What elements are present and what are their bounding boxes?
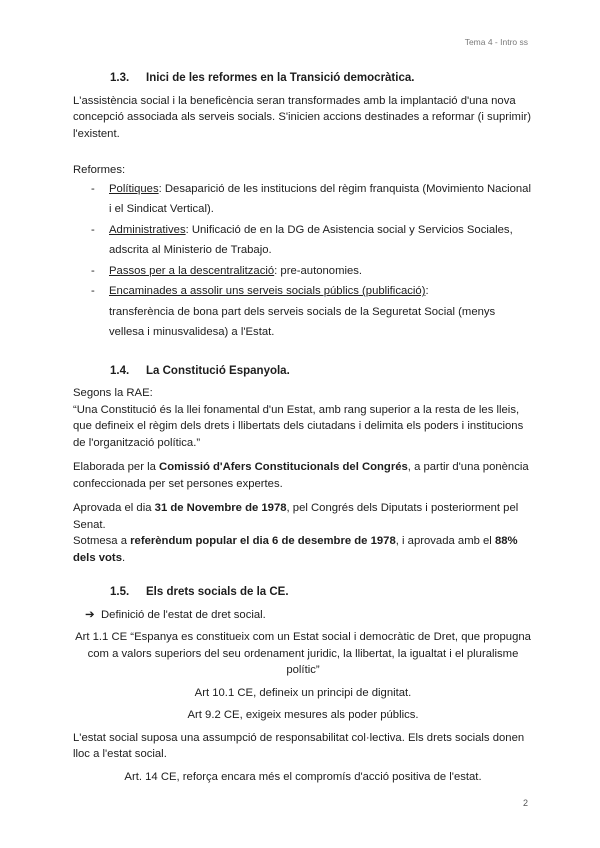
item-text: : Unificació de en la DG de Asistencia social y Servicios Sociales, adscrita al Ministerio de Trabajo. (109, 223, 513, 256)
text-run: , a partir d'una ponència confeccionada per set persones expertes. (73, 461, 529, 490)
item-label: Polítiques (109, 182, 159, 195)
list-item (91, 281, 533, 343)
text-run: , i aprovada amb el (395, 535, 495, 547)
estat-social-paragraph: L'estat social suposa una assumpció de responsabilitat col·lectiva. Els drets socials donen lloc a l'estat social. (73, 731, 525, 760)
art-1-1-quote: Art 1.1 CE “Espanya es constitueix com un Estat social i democràtic de Dret, que propugna com a valors superiors del seu ordenament juridic, la llibertat, la igualtat i el pluralisme polític” (75, 631, 531, 676)
bold-run: referèndum popular el dia 6 de desembre de 1978 (130, 535, 396, 547)
page-number: 2 (522, 798, 528, 808)
rae-label: Segons la RAE: (73, 387, 153, 399)
arrow-list-item (73, 607, 533, 624)
arrow-right-icon: ➔ (85, 608, 95, 621)
section-number: 1.4. (110, 364, 130, 377)
item-text: : pre-autonomies. (274, 264, 363, 277)
item-text: : Desaparició de les institucions del règim franquista (Movimiento Nacional i el Sindicat Vertical). (109, 182, 531, 215)
art-9-2: Art 9.2 CE, exigeix mesures als poder públics. (187, 709, 419, 721)
aprovada-paragraph (73, 500, 533, 533)
section-title: Inici de les reformes en la Transició democràtica. (146, 72, 415, 84)
section-1-4-heading (73, 363, 533, 380)
page-content (73, 70, 533, 785)
text-run: . (121, 551, 126, 564)
item-label: Passos per a la descentralització (109, 264, 275, 277)
section-title: Els drets socials de la CE. (146, 586, 289, 598)
referendum-paragraph (73, 533, 533, 566)
rae-quote: “Una Constitució és la llei fonamental d'un Estat, amb rang superior a la resta de les lleis, que defineix el règim dels drets i llibertats dels ciutadans i delimita els poders i institucions de l'organització política.” (73, 403, 524, 449)
text-run: , pel Congrés dels Diputats i posteriorment pel Senat. (73, 502, 519, 531)
text-run: Elaborada per la (73, 461, 160, 473)
list-item (91, 261, 533, 282)
section-1-3-heading (73, 70, 533, 87)
bold-run: 31 de Novembre de 1978 (154, 502, 287, 514)
bold-run: Comissió d'Afers Constitucionals del Congrés (159, 461, 408, 473)
reformes-label: Reformes: (73, 164, 126, 176)
arrow-item-text: Definició de l'estat de dret social. (101, 608, 266, 621)
art-14: Art. 14 CE, reforça encara més el compromís d'acció positiva de l'estat. (124, 770, 482, 783)
item-continuation: transferència de bona part dels serveis socials de la Seguretat Social (menys vellesa i minusvalidesa) a l'Estat. (109, 305, 496, 338)
art-10-1: Art 10.1 CE, defineix un principi de dignitat. (194, 686, 412, 699)
item-label: Administratives (109, 223, 186, 236)
item-text: : (425, 285, 429, 297)
s13-intro-paragraph: L'assistència social i la beneficència seran transformades amb la implantació d'una nova concepció associada als serveis socials. S'inicien accions destinades a reformar (i suprimir) l'existent. (73, 94, 531, 140)
section-number: 1.5. (110, 586, 130, 598)
section-title: La Constitució Espanyola. (146, 364, 290, 377)
reformes-list (73, 179, 533, 343)
text-run: Sotmesa a (73, 535, 131, 547)
section-number: 1.3. (110, 72, 130, 84)
bold-run: 88% dels vots (73, 535, 518, 564)
elaborada-paragraph (73, 459, 533, 492)
item-label: Encaminades a assolir uns serveis socials públics (publificació) (109, 285, 426, 297)
list-item (91, 179, 533, 220)
text-run: Aprovada el dia (73, 502, 155, 514)
running-header: Tema 4 - Intro ss (464, 37, 528, 47)
list-item (91, 220, 533, 261)
section-1-5-heading (73, 584, 533, 601)
